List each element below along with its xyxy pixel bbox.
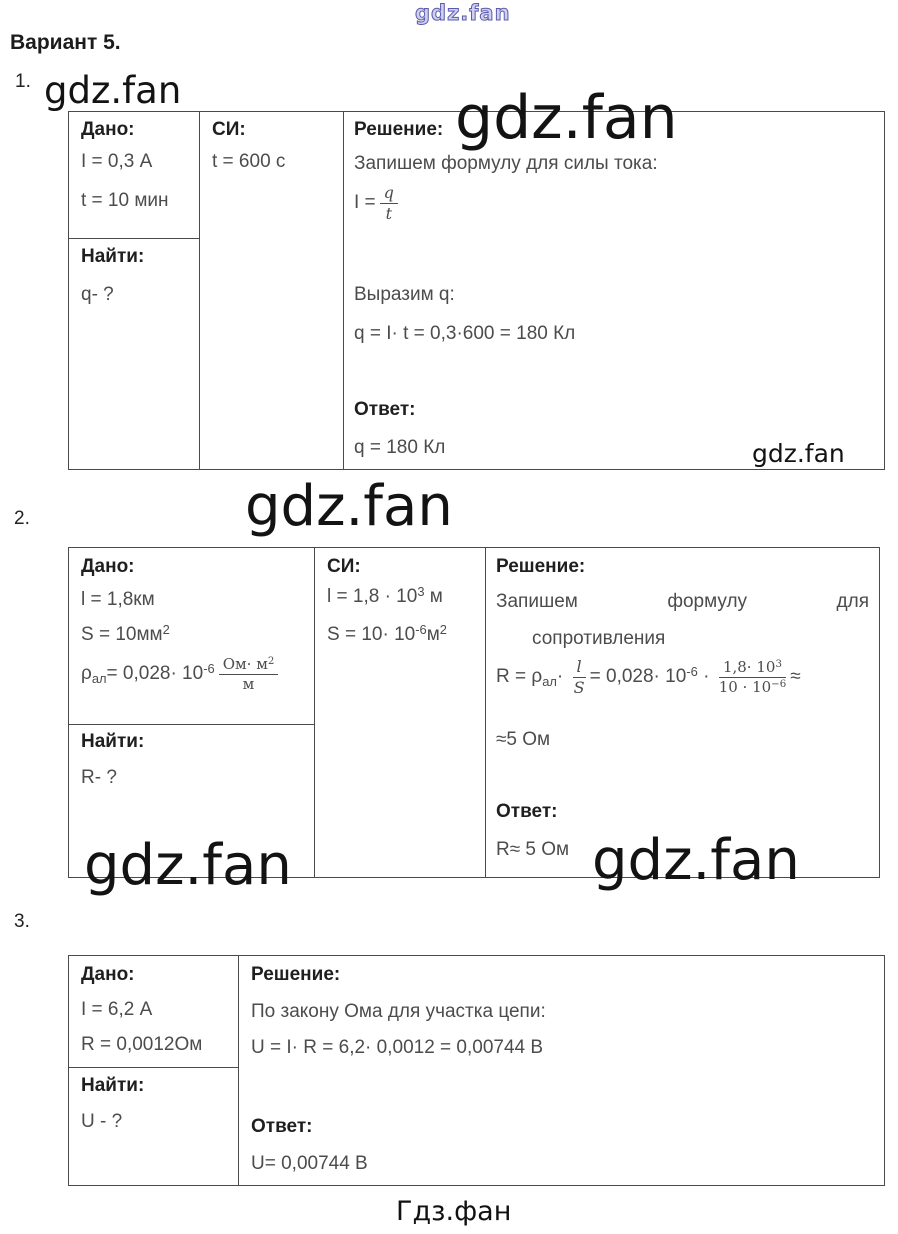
problem3-number: 3.: [14, 911, 30, 932]
dano-find-divider: [69, 724, 314, 725]
find-label: Найти:: [81, 731, 145, 752]
watermark-large-4: gdz.fan: [592, 828, 800, 893]
si-value: $S = 10\cdot 10^{-6}м^2$: [327, 621, 447, 645]
problem1-solution-column: [343, 112, 886, 469]
watermark-large-2: gdz.fan: [245, 474, 453, 539]
problem2-si-column: [314, 548, 485, 877]
solution-intro: Запишем формулу для: [496, 591, 869, 612]
solution-label: Решение:: [354, 119, 444, 140]
problem1-table: [68, 111, 885, 470]
given-value: $S = 10мм^2$: [81, 621, 170, 645]
page-title: Вариант 5.: [10, 31, 121, 54]
solution-label: Решение:: [496, 556, 586, 577]
problem3-dano-column: [69, 956, 238, 1185]
given-value: R = 0,0012Ом: [81, 1034, 203, 1055]
solution-label: Решение:: [251, 964, 341, 985]
answer-label: Ответ:: [354, 399, 416, 420]
find-value: q- ?: [81, 284, 114, 305]
si-value: $l = 1,8 \cdot 10^3$ м: [327, 583, 443, 607]
answer-label: Ответ:: [251, 1116, 313, 1137]
watermark-corner-1: gdz.fan: [752, 439, 845, 468]
given-value: $\rho_{ал}= 0,028\cdot 10^{-6}$ $\frac{Ом\cdot м^2}{м}$: [81, 656, 282, 692]
si-label: СИ:: [327, 556, 361, 577]
given-value: I = 6,2 А: [81, 999, 153, 1020]
dano-label: Дано:: [81, 964, 135, 985]
solution-intro-cont: сопротивления: [532, 628, 666, 649]
watermark-inline-1: gdz.fan: [44, 69, 182, 112]
find-value: U - ?: [81, 1111, 123, 1132]
problem1-number: 1.: [15, 71, 31, 92]
given-value: l = 1,8км: [81, 589, 155, 610]
problem1-dano-column: [69, 112, 199, 469]
si-label: СИ:: [212, 119, 246, 140]
solution-step: U = I· R = 6,2· 0,0012 = 0,00744 В: [251, 1037, 544, 1058]
dano-label: Дано:: [81, 556, 135, 577]
problem1-si-column: [199, 112, 343, 469]
dano-label: Дано:: [81, 119, 135, 140]
solution-result: ≈5 Ом: [496, 729, 551, 750]
solution-intro: По закону Ома для участка цепи:: [251, 1001, 546, 1022]
answer-value: R≈ 5 Ом: [496, 839, 570, 860]
dano-find-divider: [69, 1067, 238, 1068]
answer-value: q = 180 Кл: [354, 437, 446, 458]
solution-formula: $R = \rho_{ал}\cdot$ $\frac{l}{S}$ = $0,028\cdot 10^{-6}$ · $\frac{1,8\cdot 10^3}{10 \cdot 10^{-6}}$ ≈: [496, 657, 801, 697]
footer-brand: Гдз.фан: [396, 1196, 512, 1227]
watermark-top: gdz.fan: [415, 1, 511, 25]
answer-value: U= 0,00744 В: [251, 1153, 368, 1174]
solution-step-label: Выразим q:: [354, 284, 455, 305]
watermark-large-3: gdz.fan: [84, 833, 292, 898]
problem2-number: 2.: [14, 508, 30, 529]
watermark-large-1: gdz.fan: [455, 83, 678, 153]
given-value: I = 0,3 А: [81, 151, 153, 172]
solution-intro: Запишем формулу для силы тока:: [354, 153, 658, 174]
answer-label: Ответ:: [496, 801, 558, 822]
dano-find-divider: [69, 238, 199, 239]
given-value: t = 10 мин: [81, 190, 169, 211]
problem3-solution-column: [238, 956, 886, 1185]
solution-step: q = I· t = 0,3·600 = 180 Кл: [354, 323, 576, 344]
solution-formula: I = $\frac{q}{t}$: [354, 184, 402, 222]
si-value: t = 600 с: [212, 151, 286, 172]
problem3-table: [68, 955, 885, 1186]
find-label: Найти:: [81, 1075, 145, 1096]
find-label: Найти:: [81, 246, 145, 267]
problem2-dano-column: [69, 548, 314, 877]
find-value: R- ?: [81, 767, 117, 788]
